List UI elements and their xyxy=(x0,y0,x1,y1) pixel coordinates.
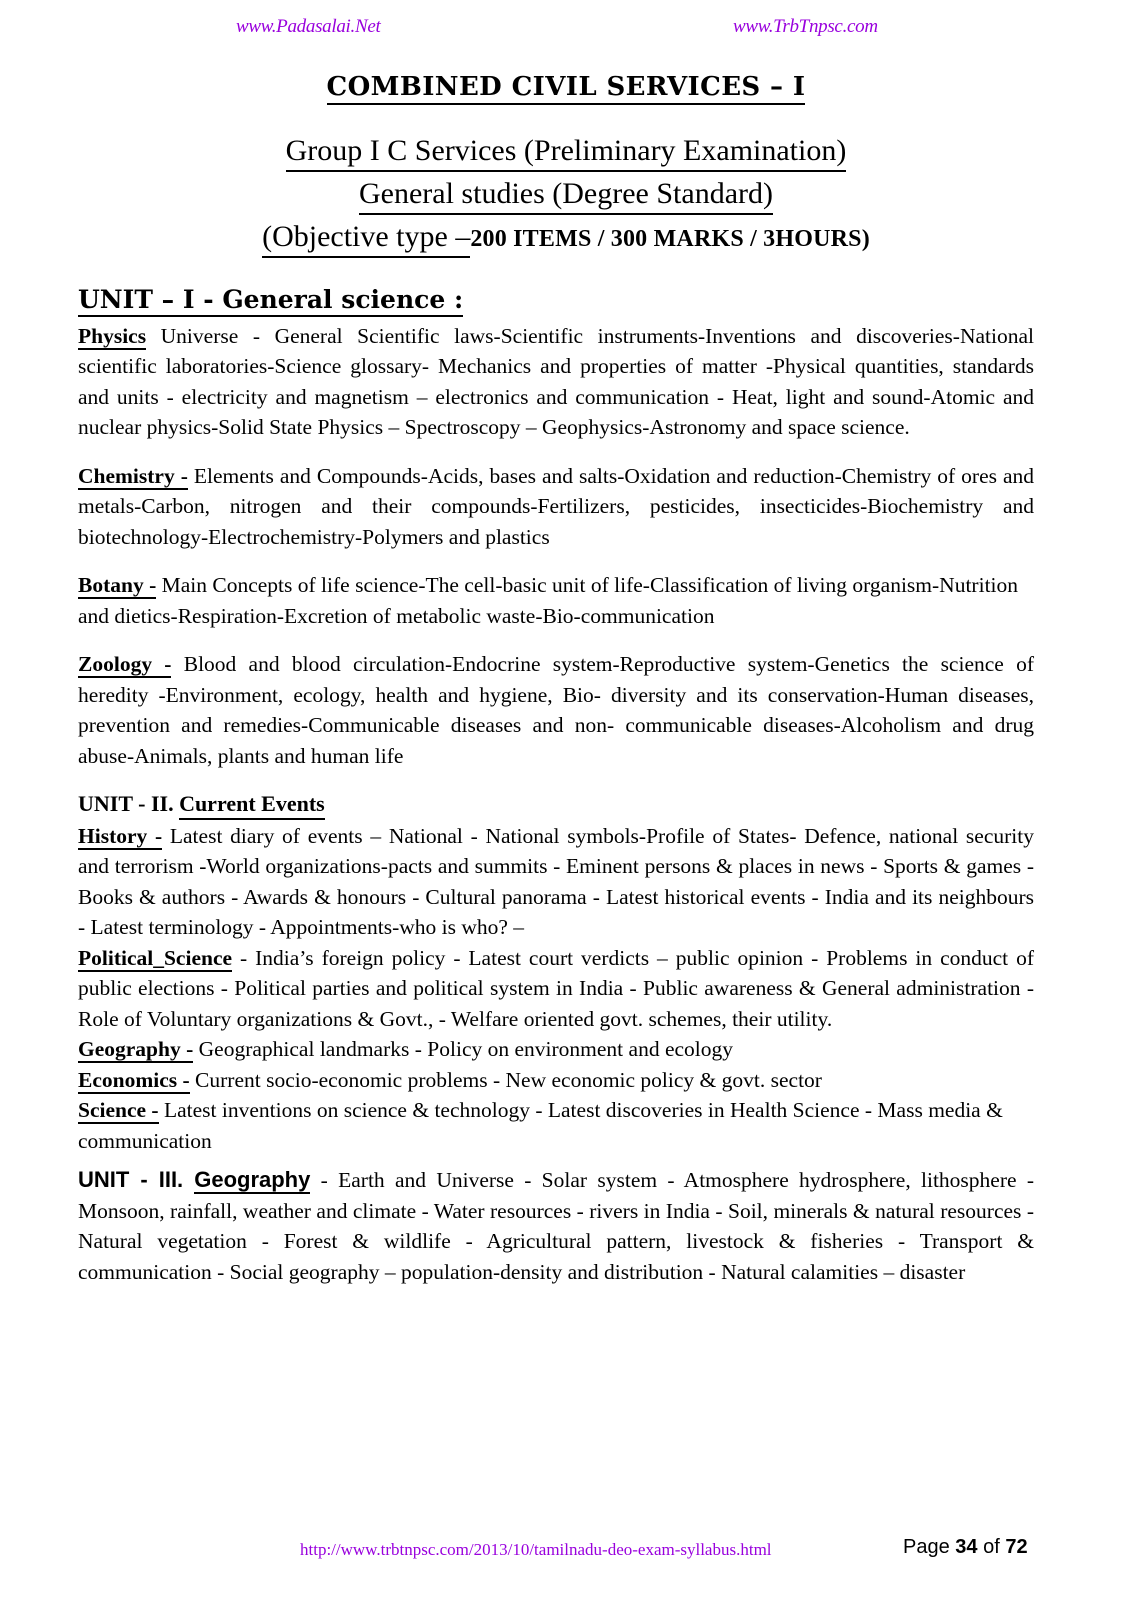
unit-3-heading-text: Geography xyxy=(194,1167,311,1193)
subject-economics xyxy=(78,1065,1034,1096)
exam-spec-label: 200 ITEMS / 300 MARKS / 3HOURS) xyxy=(470,226,870,252)
exam-title-block xyxy=(0,131,1132,260)
page-footer xyxy=(0,1536,1132,1576)
unit-2-heading xyxy=(78,791,1034,819)
exam-title-line-1-text: Group I C Services (Preliminary Examination) xyxy=(286,131,847,172)
watermark-padasalai: www.Padasalai.Net xyxy=(236,16,381,37)
page-title-text: COMBINED CIVIL SERVICES – I xyxy=(327,72,806,105)
syllabus-content xyxy=(78,285,1034,1287)
subject-science xyxy=(78,1095,1034,1156)
subject-history-text: Latest diary of events – National - National symbols-Profile of States- Defence, national security and terrorism -World organizations-pacts and summits - Eminent persons & places in news - Sports & games - Books & authors - Awards & honours - Cultural panorama - Latest historical events - India and its neighbours - Latest terminology - Appointments-who is who? – xyxy=(78,823,1034,940)
subject-chemistry xyxy=(78,461,1034,553)
unit-1-heading xyxy=(78,285,1034,317)
subject-chemistry-label: Chemistry - xyxy=(78,463,188,488)
unit-2-heading-text: Current Events xyxy=(179,791,325,819)
subject-science-label: Science - xyxy=(78,1098,159,1123)
subject-geography-current xyxy=(78,1034,1034,1065)
subject-history xyxy=(78,821,1034,943)
page-number-indicator xyxy=(903,1536,1028,1559)
watermark-trbtnpsc: www.TrbTnpsc.com xyxy=(733,16,878,37)
subject-botany-label: Botany - xyxy=(78,573,157,598)
unit-2-heading-prefix: UNIT - II. xyxy=(78,791,180,817)
exam-title-line-1 xyxy=(0,131,1132,172)
subject-political-science xyxy=(78,943,1034,1035)
page-header xyxy=(0,16,1132,46)
subject-chemistry-text: Elements and Compounds-Acids, bases and salts-Oxidation and reduction-Chemistry of ores and metals-Carbon, nitrogen and their compounds-Fertilizers, pesticides, insecticides-Biochemistry and biotechnology-Electrochemistry-Polymers and plastics xyxy=(78,463,1035,549)
subject-political-science-label: Political_Science xyxy=(78,945,233,970)
subject-botany-text: Main Concepts of life science-The cell-basic unit of life-Classification of living organism-Nutrition and dietics-Respiration-Excretion of metabolic waste-Bio-communication xyxy=(78,573,1019,628)
subject-physics xyxy=(78,321,1034,443)
subject-zoology xyxy=(78,649,1034,771)
unit-1-heading-text: UNIT – I - General science : xyxy=(78,285,463,317)
page-of-label: of xyxy=(983,1536,1000,1558)
page-title xyxy=(0,72,1132,105)
exam-title-line-3 xyxy=(0,217,1132,258)
subject-science-text: Latest inventions on science & technology - Latest discoveries in Health Science - Mass media & communication xyxy=(78,1098,1003,1153)
subject-geography-current-label: Geography - xyxy=(78,1037,194,1062)
subject-geography-current-text: Geographical landmarks - Policy on environment and ecology xyxy=(193,1037,734,1062)
subject-economics-text: Current socio-economic problems - New economic policy & govt. sector xyxy=(189,1067,822,1092)
unit-3-text: - Earth and Universe - Solar system - Atmosphere hydrosphere, lithosphere - Monsoon, rainfall, weather and climate - Water resources - rivers in India - Soil, minerals & natural resources - Natural vegetation - Forest & wildlife - Agricultural pattern, livestock & fisheries - Transport & communication - Social geography – population-density and distribution - Natural calamities – disaster xyxy=(78,1168,1034,1284)
subject-physics-label: Physics xyxy=(78,323,147,348)
subject-zoology-label: Zoology - xyxy=(78,652,172,677)
unit-3-heading-prefix: UNIT - III. xyxy=(78,1167,195,1193)
subject-economics-label: Economics - xyxy=(78,1067,190,1092)
exam-title-line-2-text: General studies (Degree Standard) xyxy=(359,174,773,215)
exam-type-label: (Objective type – xyxy=(262,217,470,258)
subject-zoology-text: Blood and blood circulation-Endocrine system-Reproductive system-Genetics the science of heredity -Environment, ecology, health and hygiene, Bio- diversity and its conservation-Human diseases, prevention and remedies-Communicable diseases and non- communicable diseases-Alcoholism and drug abuse-Animals, plants and human life xyxy=(78,652,1034,768)
unit-3-block xyxy=(78,1164,1034,1287)
subject-physics-text: Universe - General Scientific laws-Scientific instruments-Inventions and discoveries-National scientific laboratories-Science glossary- Mechanics and properties of matter -Physical quantities, standards and units - electricity and magnetism – electronics and communication - Heat, light and sound-Atomic and nuclear physics-Solid State Physics – Spectroscopy – Geophysics-Astronomy and space science. xyxy=(78,323,1034,440)
page-total: 72 xyxy=(1005,1536,1028,1558)
page-label: Page xyxy=(903,1536,950,1558)
subject-political-science-text: - India’s foreign policy - Latest court verdicts – public opinion - Problems in conduct of public elections - Political parties and political system in India - Public awareness & General administration - Role of Voluntary organizations & Govt., - Welfare oriented govt. schemes, their utility. xyxy=(78,945,1034,1031)
footer-source-url[interactable]: http://www.trbtnpsc.com/2013/10/tamilnadu-deo-exam-syllabus.html xyxy=(300,1540,772,1559)
subject-history-label: History - xyxy=(78,823,163,848)
page-current: 34 xyxy=(955,1536,978,1558)
exam-title-line-2 xyxy=(0,174,1132,215)
subject-botany xyxy=(78,570,1034,631)
